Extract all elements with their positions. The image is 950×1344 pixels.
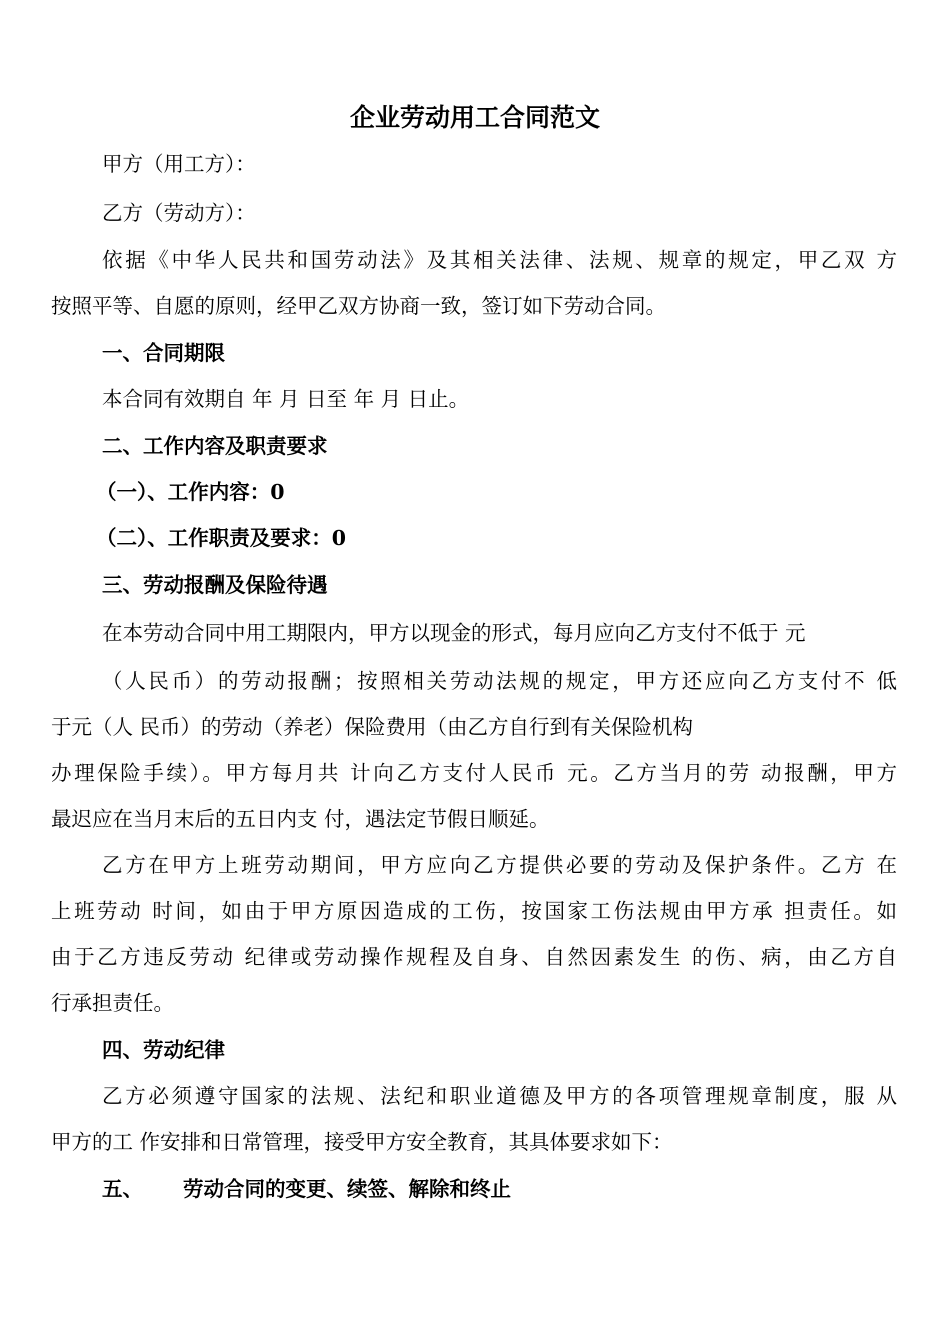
section-1-heading: 一、合同期限: [102, 341, 225, 365]
section-5-heading-text: 劳动合同的变更、续签、解除和终止: [183, 1177, 511, 1201]
section-5-heading: [102, 1175, 897, 1203]
section-3-para1-line-5: 最迟应在当月末后的五日内支 付，遇法定节假日顺延。: [51, 807, 550, 831]
section-3-para2-line-4: 行承担责任。: [51, 991, 174, 1015]
party-a-line: 甲方（用工方）：: [102, 152, 256, 176]
section-4-body-line-2: 甲方的工 作安排和日常管理，接受甲方安全教育，其具体要求如下：: [51, 1130, 673, 1154]
section-4-heading: 四、劳动纪律: [102, 1038, 225, 1062]
section-2-item-2: （二）、工作职责及要求：0: [96, 526, 347, 550]
section-4-body-line-1: 乙方必须遵守国家的法规、法纪和职业道德及甲方的各项管理规章制度，服 从: [102, 1084, 897, 1108]
document-title: 企业劳动用工合同范文: [349, 103, 600, 132]
party-b-line: 乙方（劳动方）：: [102, 201, 256, 225]
section-3-para1-line-3: 于元（人 民币）的劳动（养老）保险费用（由乙方自行到有关保险机构: [51, 715, 694, 739]
intro-line-1: 依据《中华人民共和国劳动法》及其相关法律、法规、规章的规定，甲乙双 方: [102, 248, 897, 272]
section-1-body: 本合同有效期自 年 月 日至 年 月 日止。: [102, 387, 470, 411]
section-3-para1-line-4: 办理保险手续）。甲方每月共 计向乙方支付人民币 元。乙方当月的劳 动报酬，甲方: [51, 761, 897, 785]
section-3-para2-line-2: 上班劳动 时间，如由于甲方原因造成的工伤，按国家工伤法规由甲方承 担责任。如: [51, 899, 897, 923]
section-2-heading: 二、工作内容及职责要求: [102, 434, 328, 458]
section-2-item-1: （一）、工作内容：0: [96, 480, 285, 504]
section-3-para2-line-1: 乙方在甲方上班劳动期间，甲方应向乙方提供必要的劳动及保护条件。乙方 在: [102, 853, 897, 877]
section-3-para1-line-2: （人民币）的劳动报酬；按照相关劳动法规的规定，甲方还应向乙方支付不 低: [102, 669, 897, 693]
intro-line-2: 按照平等、自愿的原则，经甲乙双方协商一致，签订如下劳动合同。: [51, 294, 666, 318]
section-3-heading: 三、劳动报酬及保险待遇: [102, 573, 328, 597]
section-3-para2-line-3: 由于乙方违反劳动 纪律或劳动操作规程及自身、自然因素发生 的伤、病，由乙方自: [51, 945, 897, 969]
section-5-heading-number: 五、: [102, 1177, 143, 1201]
section-3-para1-line-1: 在本劳动合同中用工期限内，甲方以现金的形式，每月应向乙方支付不低于 元: [102, 621, 806, 645]
